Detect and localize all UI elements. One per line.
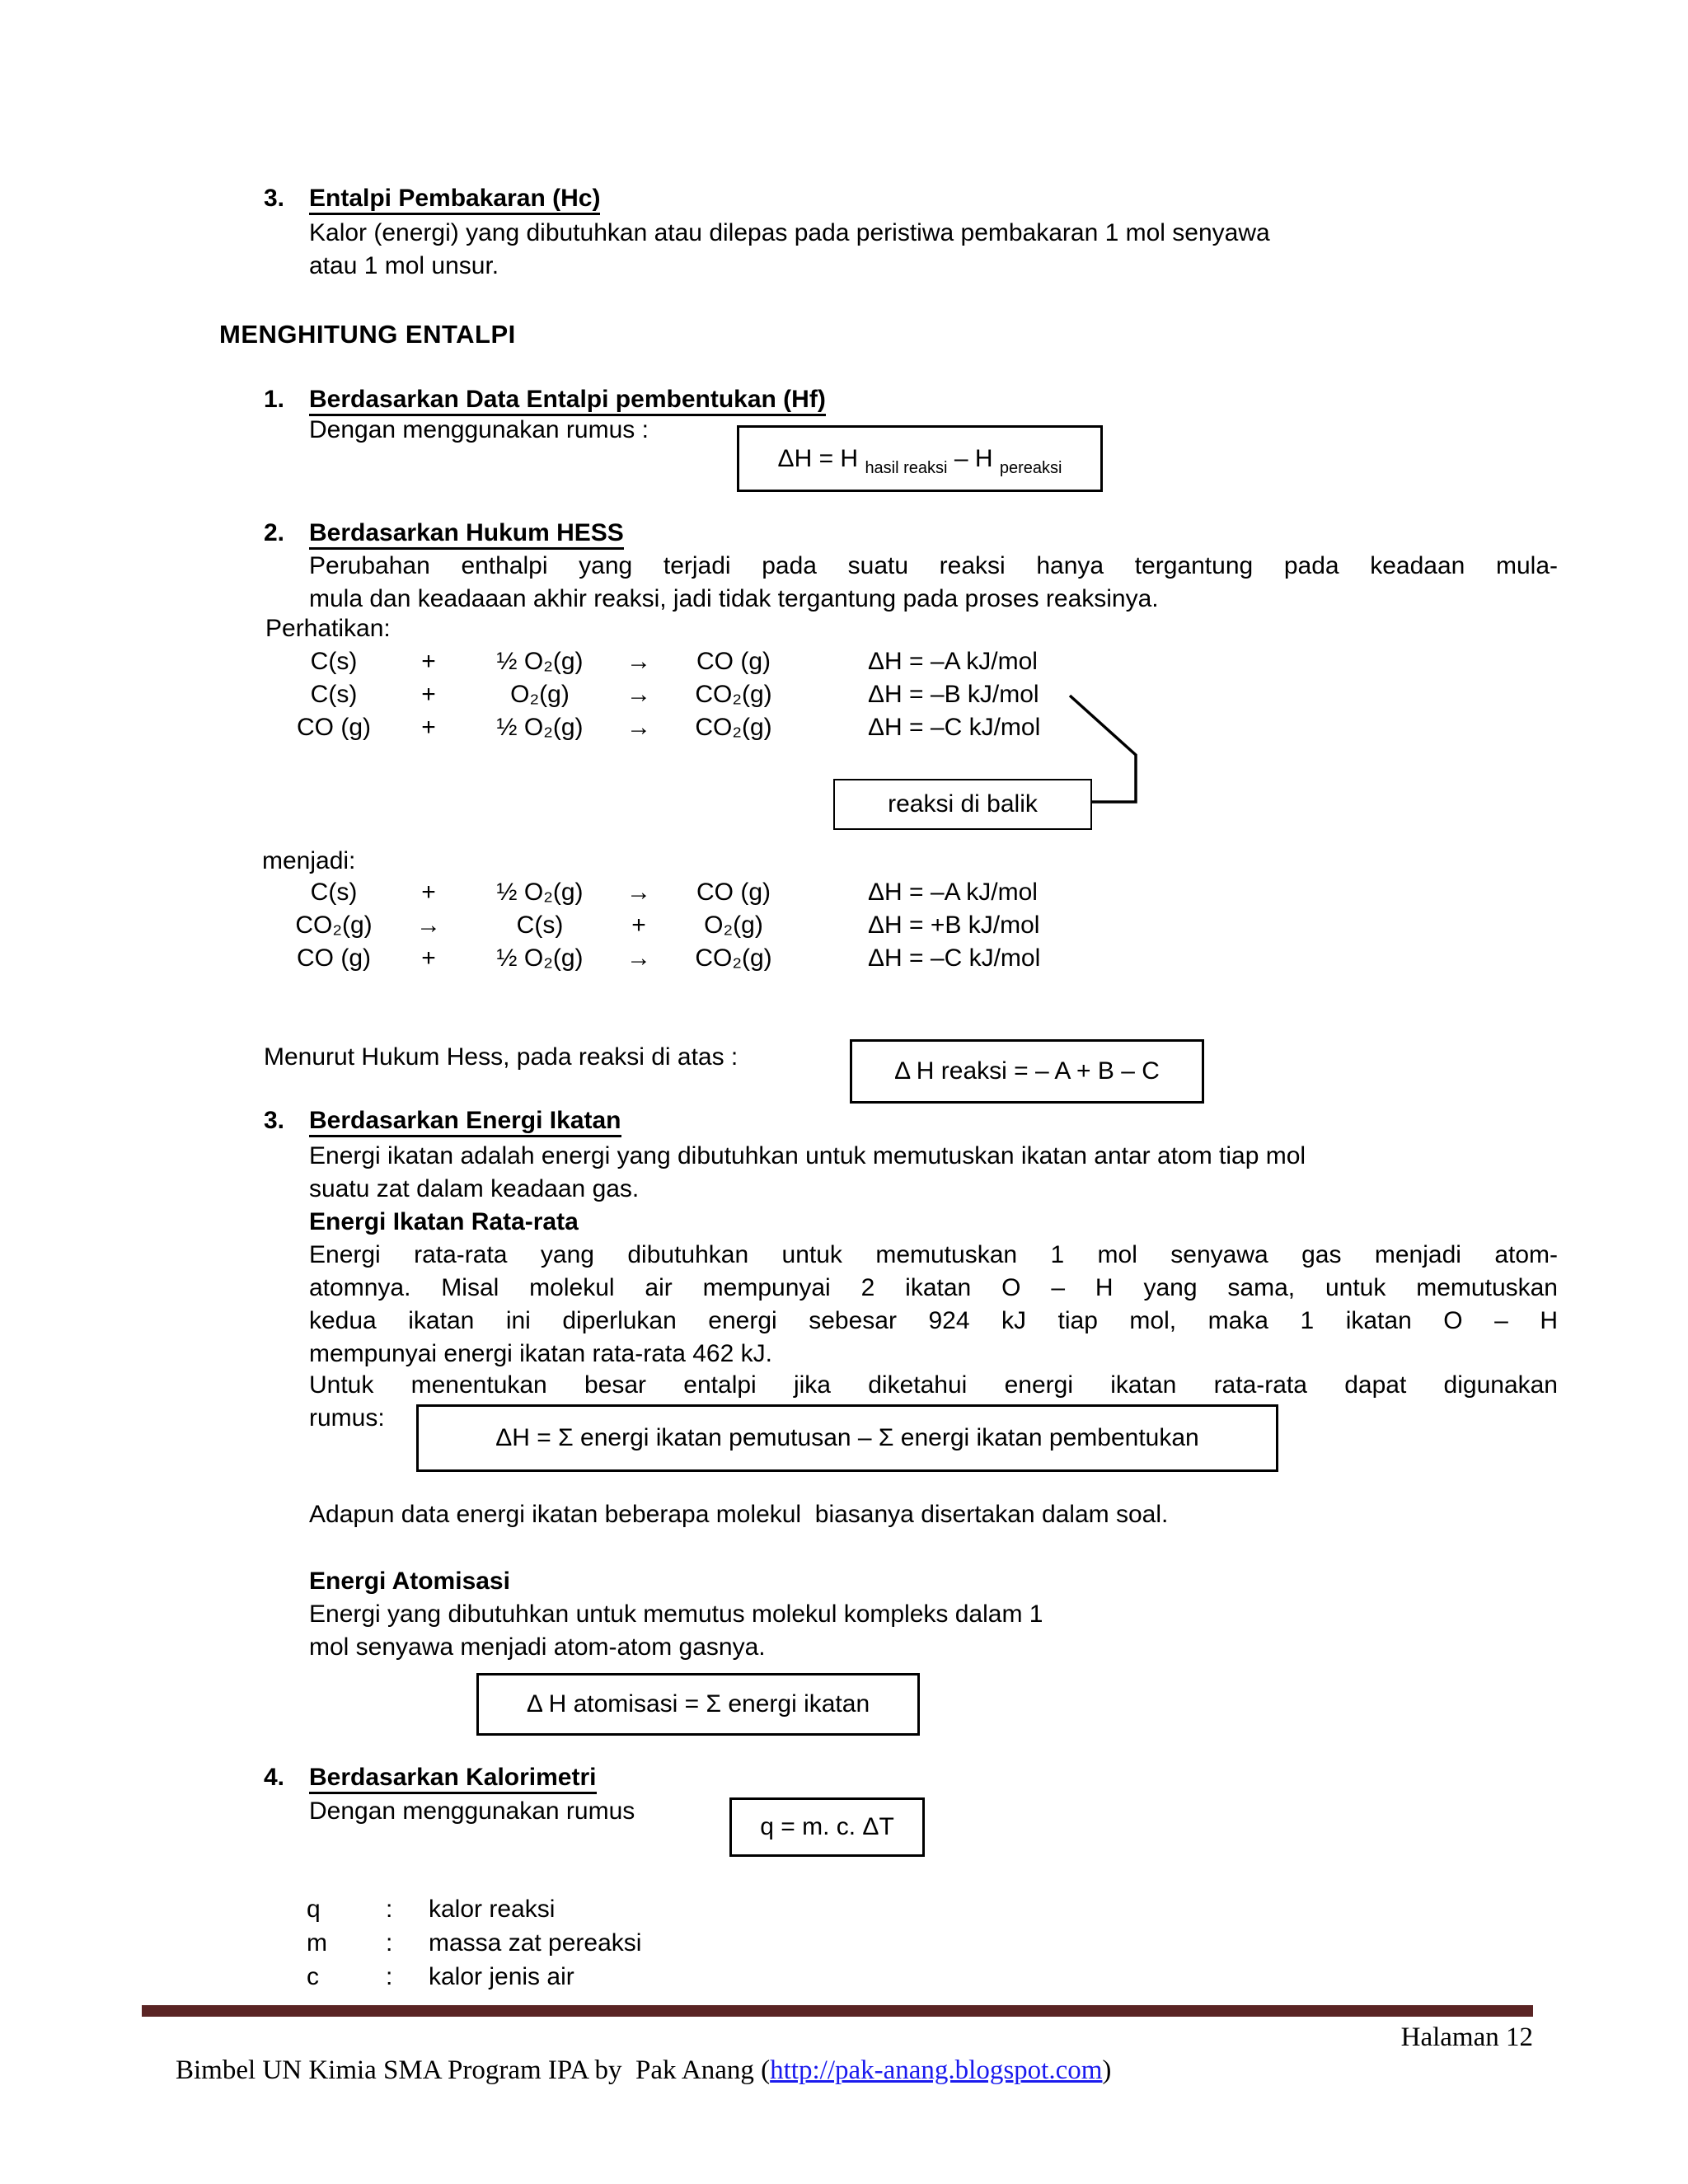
text-line: suatu zat dalam keadaan gas. [309, 1175, 640, 1202]
equation-cell: CO (g) [696, 879, 771, 906]
heading-number: 2. [264, 519, 285, 546]
text-line: atomnya. Misal molekul air mempunyai 2 ikatan O – H yang sama, untuk memutuskan [309, 1274, 1558, 1301]
equation-table-after [284, 876, 1040, 975]
equation-cell: ½ O₂(g) [496, 648, 584, 675]
text-line: mol senyawa menjadi atom-atom gasnya. [309, 1633, 766, 1661]
equation-cell: + [631, 912, 646, 939]
equation-cell: ΔH = –C kJ/mol [868, 714, 1041, 741]
text-line: mempunyai energi ikatan rata-rata 462 kJ. [309, 1340, 772, 1367]
definition-cell: : [386, 1929, 393, 1957]
menjadi-label: menjadi: [262, 847, 356, 874]
equation-cell: C(s) [310, 879, 358, 906]
heading-hf [264, 383, 826, 416]
equation-cell: O₂(g) [704, 912, 763, 939]
hf-intro: Dengan menggunakan rumus : [309, 416, 649, 443]
text-line: rumus: [309, 1404, 385, 1432]
equation-cell: ΔH = +B kJ/mol [868, 912, 1040, 939]
footer-credit-suffix: ) [1102, 2055, 1112, 2085]
text-line: mula dan keadaaan akhir reaksi, jadi tidak tergantung pada proses reaksinya. [309, 585, 1159, 612]
formula-hf [777, 444, 1062, 477]
equation-cell: + [421, 879, 436, 906]
equation-cell: ΔH = –A kJ/mol [868, 879, 1038, 906]
definition-cell: m [307, 1929, 327, 1957]
definition-cell: : [386, 1963, 393, 1990]
heading-title: Berdasarkan Hukum HESS [309, 519, 624, 550]
equation-cell: ΔH = –B kJ/mol [868, 681, 1039, 708]
equation-cell: + [421, 714, 436, 741]
equation-cell: ½ O₂(g) [496, 944, 584, 972]
equation-cell: ΔH = –A kJ/mol [868, 648, 1038, 675]
equation-cell: → [626, 681, 651, 708]
footer-page-number: Halaman 12 [1400, 2022, 1533, 2052]
equation-cell: CO₂(g) [695, 681, 772, 708]
footer-bar [142, 2005, 1533, 2017]
heading-hess [264, 517, 624, 550]
heading-title: Berdasarkan Kalorimetri [309, 1764, 597, 1794]
paragraph-energi-ikatan [309, 1140, 1306, 1206]
main-heading: MENGHITUNG ENTALPI [219, 320, 516, 349]
formula-box-atomisasi: Δ H atomisasi = Σ energi ikatan [476, 1673, 920, 1736]
definition-cell: kalor jenis air [429, 1963, 574, 1990]
footer-credit-prefix: Bimbel UN Kimia SMA Program IPA by Pak Anang ( [176, 2055, 771, 2085]
paragraph-pembakaran [309, 217, 1270, 283]
equation-cell: + [421, 648, 436, 675]
equation-cell: → [416, 912, 441, 939]
equation-table-before [284, 645, 1040, 744]
equation-cell: ΔH = –C kJ/mol [868, 944, 1041, 972]
paragraph-ikatan-rata-rata [309, 1239, 1558, 1371]
equation-cell: CO₂(g) [695, 714, 772, 741]
heading-energi-ikatan [264, 1104, 621, 1137]
heading-number: 3. [264, 1107, 285, 1134]
formula-part: ΔH = H [777, 444, 865, 472]
formula-part: – H [947, 444, 1000, 472]
formula-subscript: pereaksi [999, 458, 1062, 477]
text-line: Perubahan enthalpi yang terjadi pada suatu reaksi hanya tergantung pada keadaan mula- [309, 552, 1558, 579]
text-line: atau 1 mol unsur. [309, 252, 499, 279]
equation-cell: ½ O₂(g) [496, 879, 584, 906]
formula-box-hf [737, 425, 1103, 492]
heading-title: Entalpi Pembakaran (Hc) [309, 185, 600, 215]
text-line: kedua ikatan ini diperlukan energi sebesar 924 kJ tiap mol, maka 1 ikatan O – H [309, 1307, 1558, 1334]
definition-cell: kalor reaksi [429, 1896, 556, 1923]
equation-cell: CO₂(g) [695, 944, 772, 972]
paragraph-atomisasi [309, 1598, 1043, 1664]
formula-box-hess: Δ H reaksi = – A + B – C [850, 1039, 1204, 1104]
equation-cell: → [626, 648, 651, 675]
equation-cell: → [626, 879, 651, 906]
formula-box-energi-ikatan: ΔH = Σ energi ikatan pemutusan – Σ energi ikatan pembentukan [416, 1404, 1278, 1472]
equation-cell: CO (g) [297, 714, 371, 741]
paragraph-hess [309, 550, 1558, 616]
definition-cell: q [307, 1896, 321, 1923]
equation-cell: → [626, 714, 651, 741]
heading-number: 1. [264, 386, 285, 413]
hess-conclusion-label: Menurut Hukum Hess, pada reaksi di atas : [264, 1043, 738, 1071]
heading-number: 3. [264, 185, 285, 212]
equation-cell: O₂(g) [510, 681, 570, 708]
definition-cell: massa zat pereaksi [429, 1929, 642, 1957]
text-line: Untuk menentukan besar entalpi jika diketahui energi ikatan rata-rata dapat digunakan [309, 1371, 1558, 1399]
text-line: Energi rata-rata yang dibutuhkan untuk memutuskan 1 mol senyawa gas menjadi atom- [309, 1241, 1558, 1268]
text-line: Energi yang dibutuhkan untuk memutus molekul kompleks dalam 1 [309, 1601, 1043, 1628]
perhatikan-label: Perhatikan: [265, 615, 391, 642]
text-line: Energi ikatan adalah energi yang dibutuhkan untuk memutuskan ikatan antar atom tiap mol [309, 1142, 1306, 1169]
subheading-ikatan-rata-rata: Energi Ikatan Rata-rata [309, 1208, 579, 1235]
equation-cell: + [421, 681, 436, 708]
equation-cell: C(s) [516, 912, 564, 939]
heading-kalorimetri [264, 1761, 597, 1794]
footer-link[interactable]: http://pak-anang.blogspot.com [770, 2055, 1103, 2085]
subheading-energi-atomisasi: Energi Atomisasi [309, 1568, 510, 1595]
formula-box-kalorimetri: q = m. c. ΔT [729, 1797, 925, 1857]
formula-subscript: hasil reaksi [865, 458, 948, 477]
definition-table [307, 1892, 641, 1994]
definition-cell: c [307, 1963, 319, 1990]
equation-cell: CO (g) [297, 944, 371, 972]
equation-cell: CO₂(g) [295, 912, 373, 939]
heading-title: Berdasarkan Energi Ikatan [309, 1107, 621, 1137]
equation-cell: ½ O₂(g) [496, 714, 584, 741]
equation-cell: C(s) [310, 681, 358, 708]
definition-cell: : [386, 1896, 393, 1923]
equation-cell: C(s) [310, 648, 358, 675]
heading-entalpi-pembakaran [264, 182, 600, 215]
callout-reaksi-di-balik: reaksi di balik [833, 779, 1092, 830]
equation-cell: + [421, 944, 436, 972]
equation-cell: → [626, 944, 651, 972]
text-line: Kalor (energi) yang dibutuhkan atau dilepas pada peristiwa pembakaran 1 mol senyawa [309, 219, 1270, 246]
footer-credit [148, 2021, 1111, 2120]
equation-cell: CO (g) [696, 648, 771, 675]
heading-title: Berdasarkan Data Entalpi pembentukan (Hf) [309, 386, 826, 416]
heading-number: 4. [264, 1764, 285, 1791]
kalorimetri-intro: Dengan menggunakan rumus [309, 1797, 635, 1825]
note-adapun: Adapun data energi ikatan beberapa molekul biasanya disertakan dalam soal. [309, 1501, 1169, 1528]
